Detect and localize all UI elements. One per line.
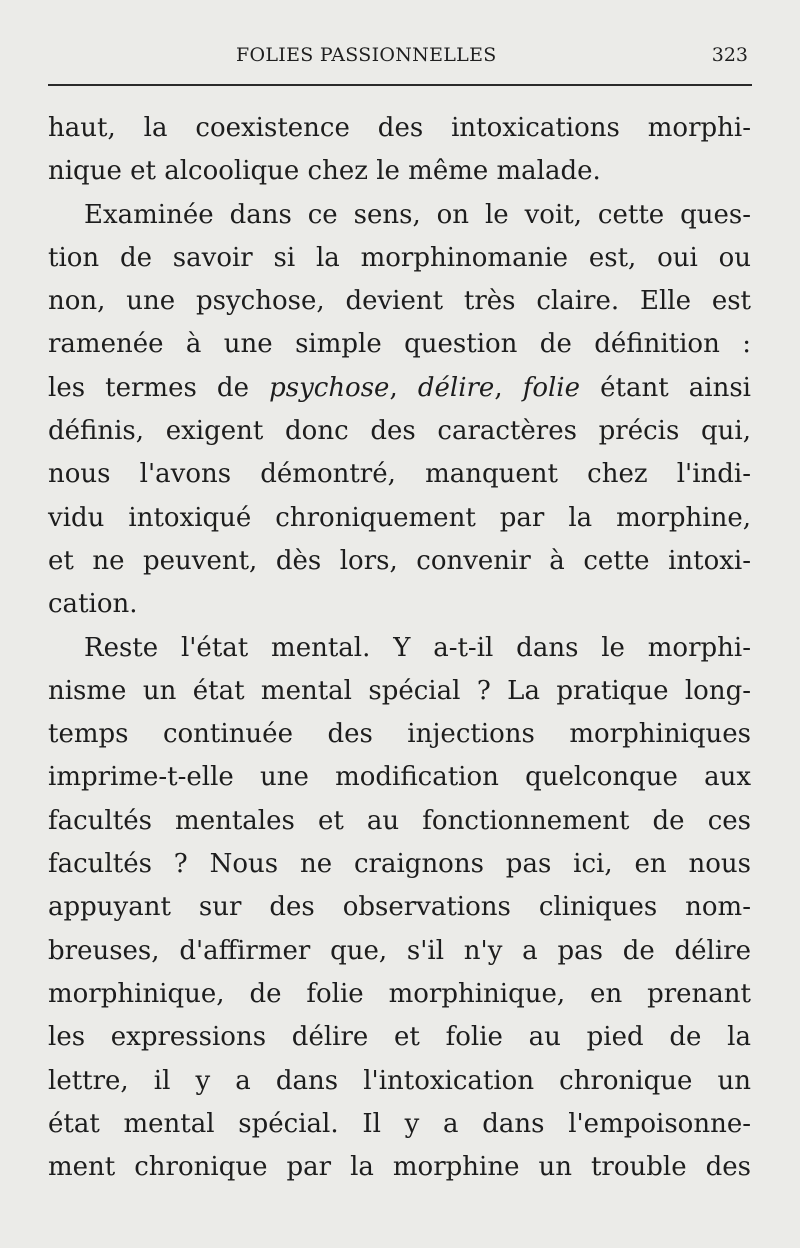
text-line: les expressions délire et folie au pied de la bbox=[48, 1022, 751, 1053]
text-run: , bbox=[389, 372, 418, 403]
text-line: cation. bbox=[48, 589, 138, 620]
running-title: FOLIES PASSIONNELLES bbox=[236, 44, 497, 66]
text-line: et ne peuvent, dès lors, convenir à cette intoxi- bbox=[48, 545, 751, 576]
italic-term-folie: folie bbox=[522, 372, 581, 403]
text-line: facultés mentales et au fonctionnement de ces bbox=[48, 805, 751, 836]
text-line: ment chronique par la morphine un trouble des bbox=[48, 1152, 751, 1183]
text-line: définis, exigent donc des caractères précis qui, bbox=[48, 416, 751, 447]
text-line: vidu intoxiqué chroniquement par la morphine, bbox=[48, 502, 751, 533]
header-rule bbox=[48, 84, 752, 86]
text-run: , bbox=[494, 372, 523, 403]
italic-term-psychose: psychose bbox=[269, 372, 390, 403]
body-text bbox=[48, 107, 751, 1189]
text-line: tion de savoir si la morphinomanie est, oui ou bbox=[48, 242, 751, 273]
text-line: breuses, d'affirmer que, s'il n'y a pas de délire bbox=[48, 935, 751, 966]
text-line: Reste l'état mental. Y a-t-il dans le morphi- bbox=[84, 632, 751, 663]
text-line: appuyant sur des observations cliniques nom- bbox=[48, 892, 751, 923]
text-line: lettre, il y a dans l'intoxication chronique un bbox=[48, 1065, 751, 1096]
text-line: nisme un état mental spécial ? La pratique long- bbox=[48, 675, 751, 706]
text-line: morphinique, de folie morphinique, en prenant bbox=[48, 978, 751, 1009]
text-run: étant ainsi bbox=[580, 372, 751, 403]
text-line: ramenée à une simple question de définition : bbox=[48, 329, 751, 360]
italic-term-delire: délire bbox=[417, 372, 495, 403]
text-line: non, une psychose, devient très claire. Elle est bbox=[48, 286, 751, 317]
text-line: haut, la coexistence des intoxications morphi- bbox=[48, 113, 751, 143]
text-line: Examinée dans ce sens, on le voit, cette ques- bbox=[84, 199, 751, 230]
text-line: état mental spécial. Il y a dans l'empoisonne- bbox=[48, 1108, 751, 1139]
text-line: nous l'avons démontré, manquent chez l'indi- bbox=[48, 459, 751, 490]
running-head bbox=[46, 40, 752, 72]
text-line: temps continuée des injections morphiniques bbox=[48, 719, 751, 750]
text-line: facultés ? Nous ne craignons pas ici, en nous bbox=[48, 849, 751, 880]
text-line: nique et alcoolique chez le même malade. bbox=[48, 156, 601, 187]
text-line: imprime-t-elle une modification quelconque aux bbox=[48, 762, 751, 793]
page-number: 323 bbox=[711, 44, 748, 66]
text-run: les termes de bbox=[48, 372, 270, 403]
text-line-with-italics bbox=[48, 367, 751, 410]
